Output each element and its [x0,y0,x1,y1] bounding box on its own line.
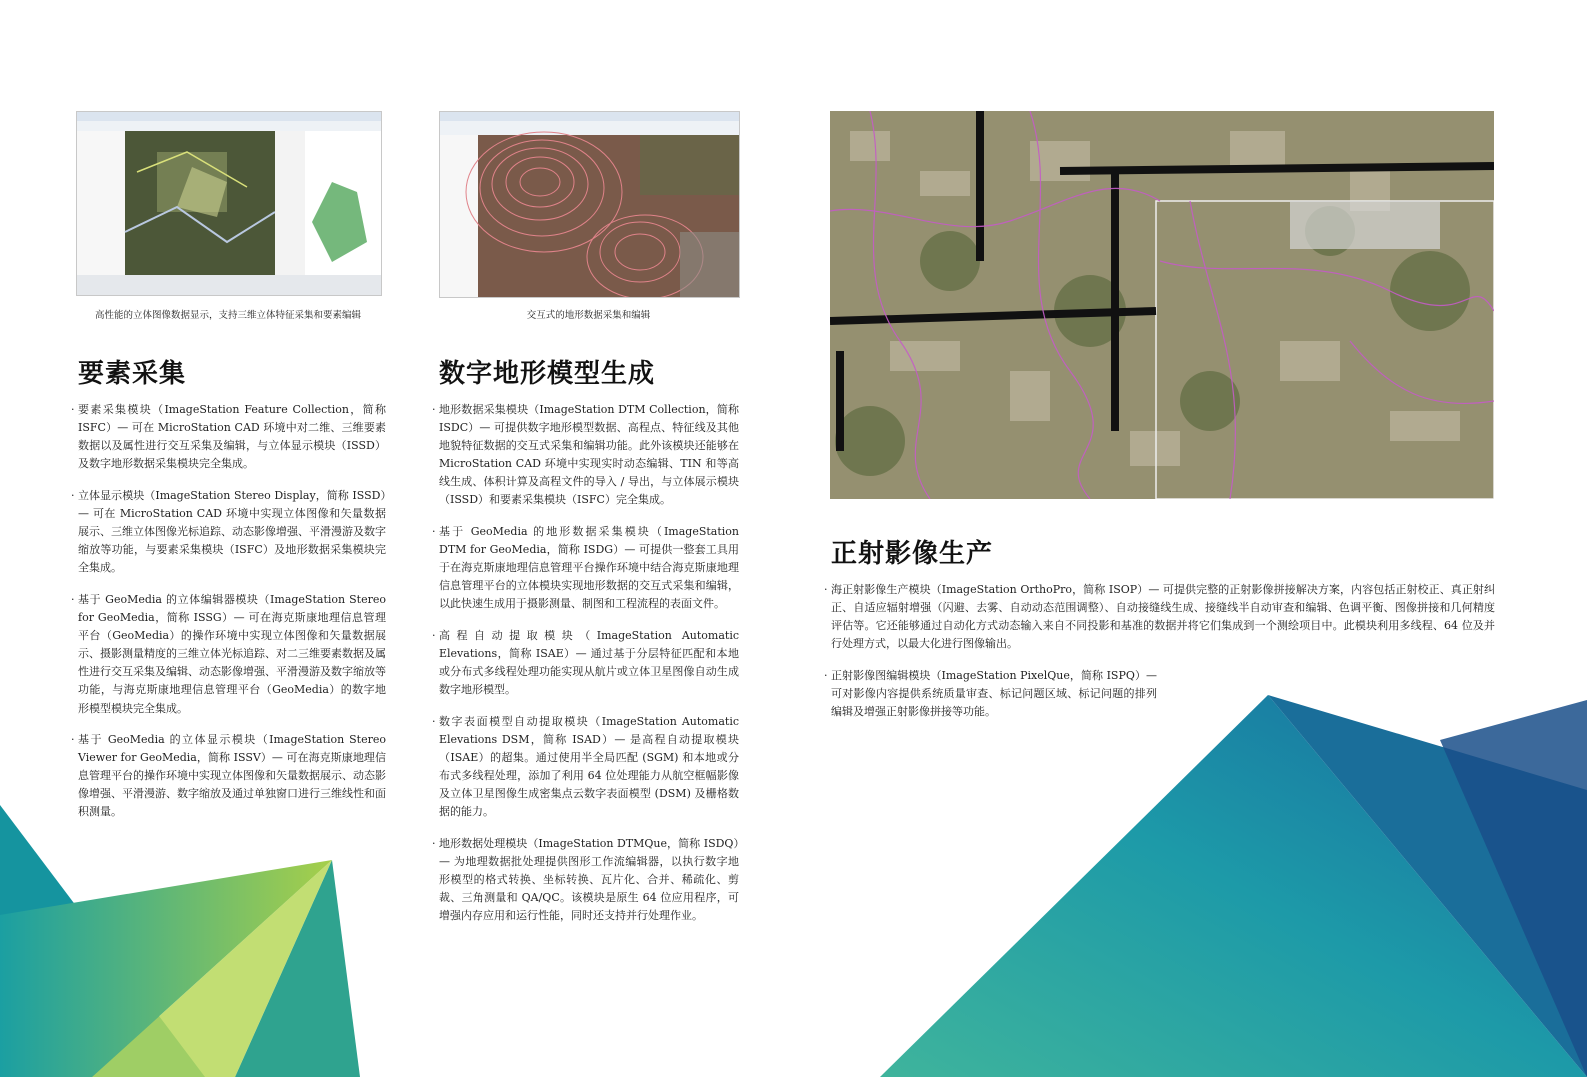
terrain-paragraph-isae: · 高程自动提取模块（ImageStation Automatic Elevations，简称 ISAE）— 通过基于分层特征匹配和本地或分布式多线程处理功能实现从航片或立体卫星图像自动生成数字地形模型。 [439,627,739,699]
terrain-paragraph-isdg: · 基于 GeoMedia 的地形数据采集模块（ImageStation DTM for GeoMedia，简称 ISDG）— 可提供一整套工具用于在海克斯康地理信息管理平台操作环境中结合海克斯康地理信息管理平台的立体模块实现地形数据的交互式采集和编辑，以此快速生成用于摄影测量、制图和工程流程的表面文件。 [439,523,739,613]
terrain-section-title: 数字地形模型生成 [439,359,656,389]
ortho-paragraph-ispq: · 正射影像图编辑模块（ImageStation PixelQue，简称 ISPQ）— 可对影像内容提供系统质量审查、标记问题区域、标记问题的排列编辑及增强正射影像拼接等功能。 [831,667,1157,721]
stereo-software-window-image [77,112,381,295]
ortho-paragraph-isop: · 海正射影像生产模块（ImageStation OrthoPro，简称 ISOP）— 可提供完整的正射影像拼接解决方案，内容包括正射校正、真正射纠正、自适应辐射增强（闪避、去雾、自动动态范围调整）、自动接缝线生成、接缝线半自动审查和编辑、色调平衡、图像拼接和几何精度评估等。它还能够通过自动化方式动态输入来自不同投影和基准的数据并将它们集成到一个测绘项目中。此模块利用多线程、64 位及并行处理方式，以最大化进行图像输出。 [831,581,1495,653]
feature-section-title: 要素采集 [78,359,187,389]
feature-paragraph-issv: · 基于 GeoMedia 的立体显示模块（ImageStation Stereo Viewer for GeoMedia，简称 ISSV）— 可在海克斯康地理信息管理平台的操作环境中实现立体图像和矢量数据展示、动态影像增强、平滑漫游、数字缩放及通过单独窗口进行三维线性和面积测量。 [78,731,386,821]
terrain-contour-window-image [440,112,739,297]
aerial-mosaic-illustration [830,111,1494,499]
feature-paragraph-issd: · 立体显示模块（ImageStation Stereo Display，简称 ISSD）— 可在 MicroStation CAD 环境中实现立体图像和矢量数据展示、三维立体图像光标追踪、动态影像增强、平滑漫游及数字缩放等功能，与要素采集模块（ISFC）及地形数据采集模块完全集成。 [78,487,386,577]
feature-collection-screenshot [76,111,382,296]
terrain-paragraph-isdq: · 地形数据处理模块（ImageStation DTMQue，简称 ISDQ）— 为地理数据批处理提供图形工作流编辑器，以执行数字地形模型的格式转换、坐标转换、瓦片化、合并、稀疏化、剪裁、三角测量和 QA/QC。该模块是原生 64 位应用程序，可增强内存应用和运行性能，同时还支持并行处理作业。 [439,835,739,925]
feature-paragraph-issg: · 基于 GeoMedia 的立体编辑器模块（ImageStation Stereo for GeoMedia，简称 ISSG）— 可在海克斯康地理信息管理平台（GeoMedia）的操作环境中实现立体图像和矢量数据展示、摄影测量精度的三维立体光标追踪、对二三维要素数据及属性进行交互采集及编辑、动态影像增强、平滑漫游及数字缩放等功能，与海克斯康地理信息管理平台（GeoMedia）的数字地形模型模块完全集成。 [78,591,386,718]
feature-paragraph-isfc: · 要素采集模块（ImageStation Feature Collection，简称 ISFC）— 可在 MicroStation CAD 环境中对二维、三维要素数据以及属性进行交互采集及编辑，与立体显示模块（ISSD）及数字地形数据采集模块完全集成。 [78,401,386,473]
feature-screenshot-caption: 高性能的立体图像数据显示，支持三维立体特征采集和要素编辑 [94,310,361,321]
terrain-paragraph-isad: · 数字表面模型自动提取模块（ImageStation Automatic Elevations DSM，简称 ISAD）— 是高程自动提取模块（ISAE）的超集。通过使用半全局匹配 (SGM) 和本地或分布式多线程处理，添加了利用 64 位处理能力从航空框幅影像及立体卫星图像生成密集点云数字表面模型 (DSM) 及栅格数据的能力。 [439,713,739,822]
terrain-paragraph-isdc: · 地形数据采集模块（ImageStation DTM Collection，简称 ISDC）— 可提供数字地形模型数据、高程点、特征线及其他地貌特征数据的交互式采集和编辑功能。此外该模块还能够在 MicroStation CAD 环境中实现实时动态编辑、TIN 和等高线生成、体积计算及高程文件的导入 / 导出，与立体展示模块（ISSD）和要素采集模块（ISFC）完全集成。 [439,401,739,510]
terrain-screenshot-caption: 交互式的地形数据采集和编辑 [526,310,651,321]
ortho-section-title: 正射影像生产 [831,539,994,569]
orthophoto-mosaic-image [830,111,1494,499]
terrain-collection-screenshot [439,111,740,298]
